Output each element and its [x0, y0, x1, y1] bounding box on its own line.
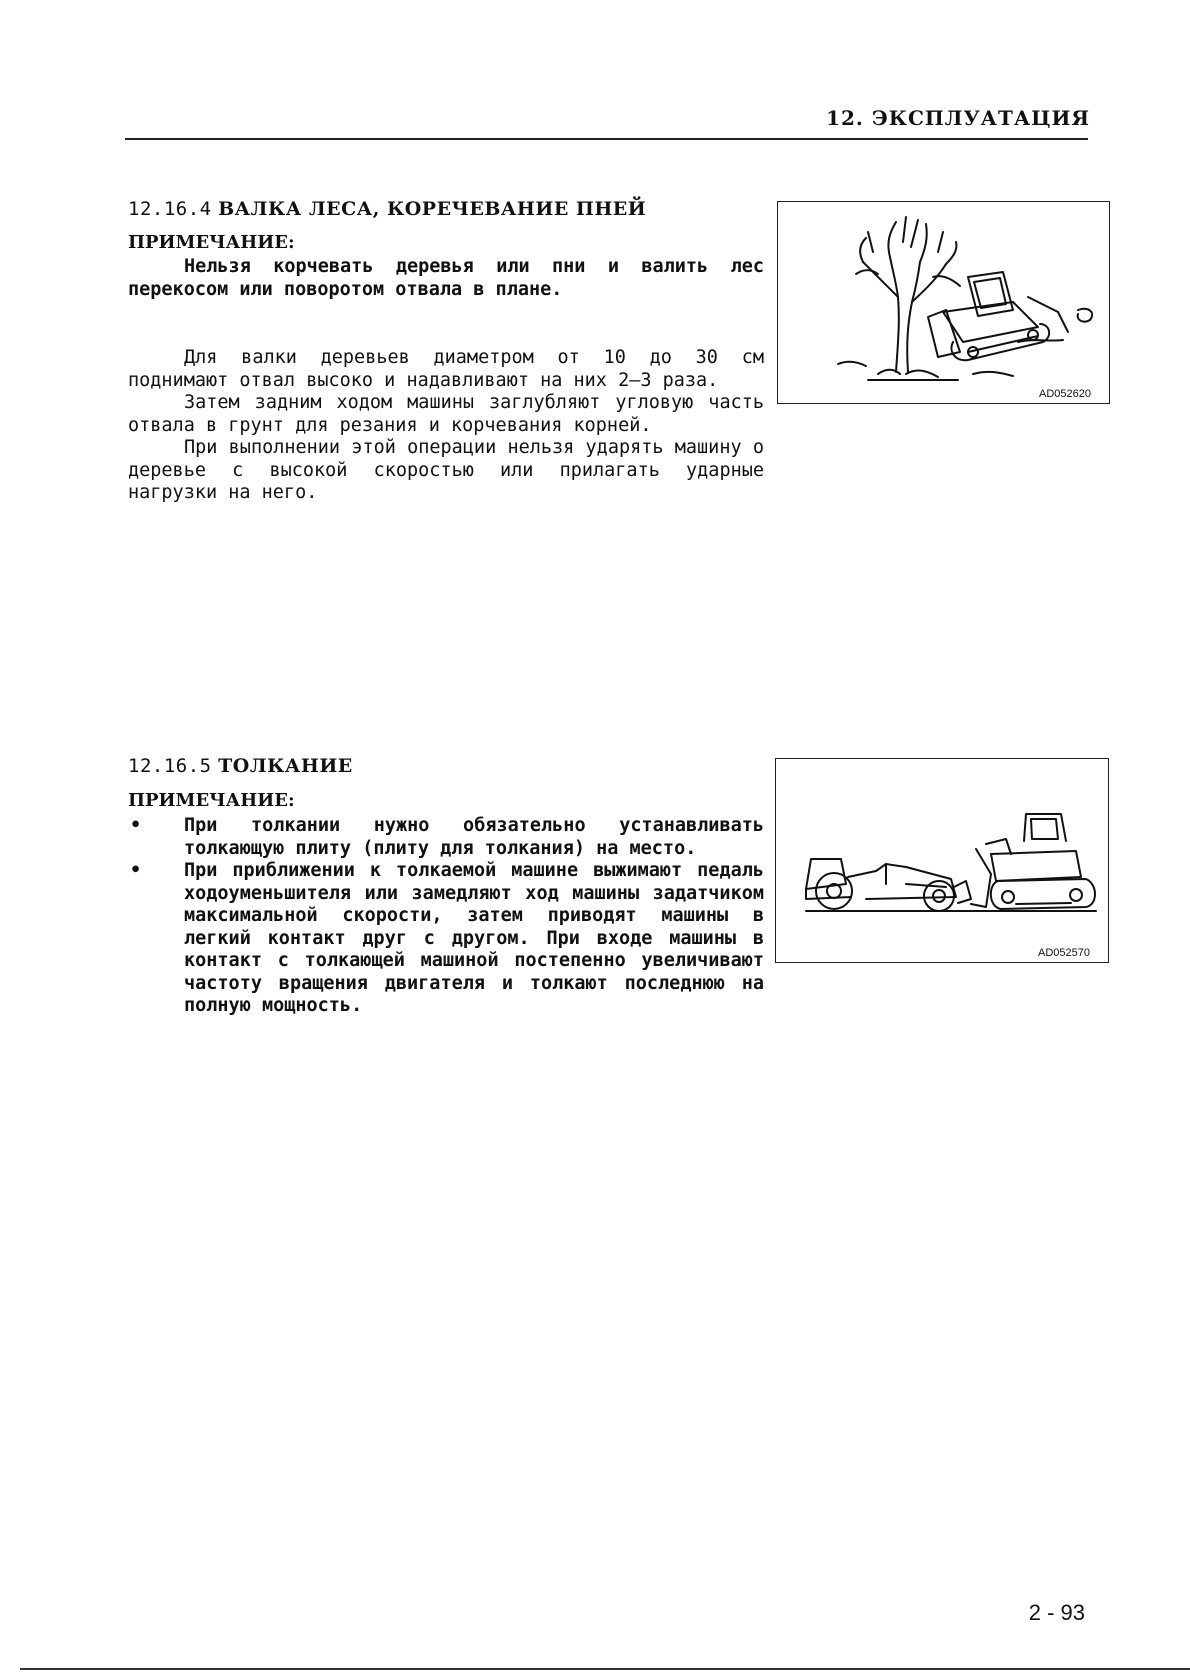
bulldozer-tree-illustration: [778, 202, 1109, 403]
list-item: [128, 815, 764, 860]
figure-pushing-scraper: [775, 758, 1109, 963]
header-rule: [125, 138, 1088, 140]
list-item: [128, 860, 764, 1018]
section-number: 12.16.4: [128, 198, 212, 220]
note-paragraph: Нельзя корчевать деревья или пни и валить лес перекосом или поворотом отвала в плане.: [128, 256, 764, 300]
bullet-icon: •: [130, 815, 142, 836]
note-text: [128, 256, 764, 301]
bullet-text: При толкании нужно обязательно устанавливать толкающую плиту (плиту для толкания) на место.: [184, 815, 764, 859]
figure-code: AD052570: [1038, 947, 1090, 959]
figure-code: AD052620: [1039, 388, 1091, 400]
note-label: ПРИМЕЧАНИЕ:: [128, 790, 295, 811]
note-label: ПРИМЕЧАНИЕ:: [128, 232, 295, 253]
bullet-text: При приближении к толкаемой машине выжимают педаль ходоуменьшителя или замедляют ход машины задатчиком максимальной скорости, затем приводят машины в легкий контакт друг с другом. При входе машины в контакт с толкающей машиной постепенно увеличивают частоту вращения двигателя и толкают последнюю на полную мощность.: [184, 860, 764, 1016]
section-title: ВАЛКА ЛЕСА, КОРЕЧЕВАНИЕ ПНЕЙ: [218, 198, 647, 220]
figure-bulldozer-tree: [777, 201, 1110, 404]
section-title: ТОЛКАНИЕ: [218, 755, 353, 777]
bullet-icon: •: [130, 860, 142, 881]
footer-rule: [20, 1668, 1190, 1670]
pushing-scraper-illustration: [776, 759, 1108, 962]
paragraph: При выполнении этой операции нельзя ударять машину о деревье с высокой скоростью или прилагать ударные нагрузки на него.: [128, 437, 764, 503]
section-heading-felling: [128, 198, 646, 220]
page-number: 2 - 93: [1028, 1600, 1085, 1625]
paragraph: Для валки деревьев диаметром от 10 до 30 см поднимают отвал высоко и надавливают на них 2—3 раза.: [128, 347, 764, 391]
section-number: 12.16.5: [128, 755, 212, 777]
section-heading-pushing: [128, 755, 353, 777]
page-header-title: 12. ЭКСПЛУАТАЦИЯ: [826, 106, 1090, 130]
body-text-felling: [128, 347, 764, 505]
paragraph: Затем задним ходом машины заглубляют угловую часть отвала в грунт для резания и корчевания корней.: [128, 392, 764, 436]
note-bullet-list: [128, 815, 764, 1018]
